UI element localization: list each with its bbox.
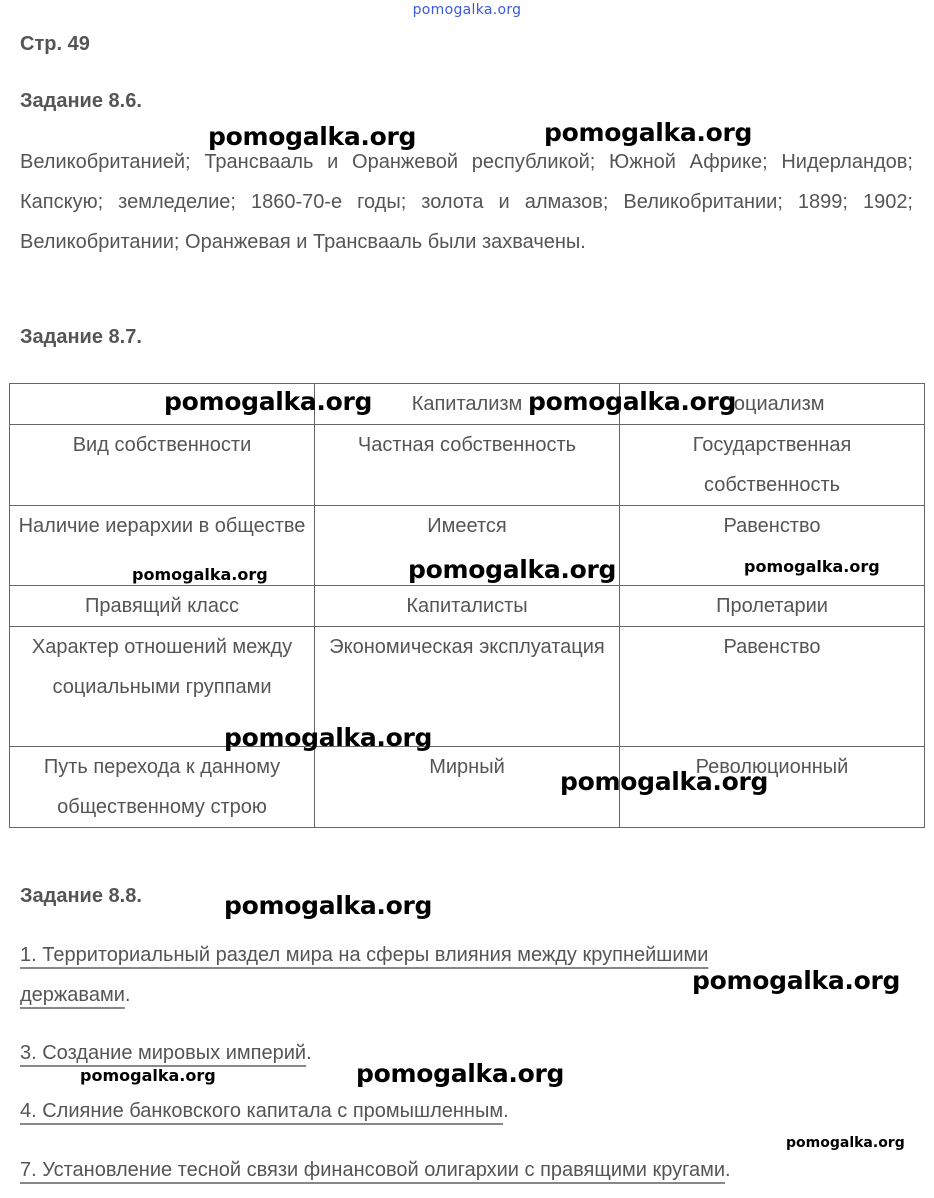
watermark: pomogalka.org	[132, 565, 268, 584]
table-cell: Капиталисты	[315, 586, 620, 627]
task-8-7-title: Задание 8.7.	[20, 326, 142, 348]
task-8-6-title: Задание 8.6.	[20, 90, 142, 112]
answer-item	[20, 1150, 900, 1190]
table-cell: Революционный	[620, 747, 925, 828]
site-watermark-top: pomogalka.org	[412, 2, 522, 18]
answer-text: 7. Установление тесной связи финансовой олигархии с правящими кругами	[20, 1159, 726, 1181]
answer-period: .	[124, 984, 131, 1006]
table-cell: Наличие иерархии в обществе	[10, 506, 315, 586]
table-cell: Характер отношений между социальными группами	[10, 627, 315, 747]
watermark: pomogalka.org	[744, 557, 880, 576]
task-8-6-text: Великобританией; Трансвааль и Оранжевой республикой; Южной Африке; Нидерландов; Капскую; земледелие; 1860-70-е годы; золота и алмазов; Великобритании; 1899; 1902; Великобритании; Оранжевая и Трансвааль были захвачены.	[20, 151, 913, 253]
table-cell: Государственная собственность	[620, 425, 925, 506]
table-row	[10, 747, 925, 828]
watermark: pomogalka.org	[208, 122, 417, 151]
table-row	[10, 627, 925, 747]
table-row	[10, 425, 925, 506]
comparison-table	[9, 383, 925, 828]
answer-period: .	[725, 1159, 731, 1181]
table-cell: Равенство	[620, 506, 925, 586]
answer-text: 4. Слияние банковского капитала с промышленным	[20, 1100, 504, 1122]
answer-text: 1. Территориальный раздел мира на сферы влияния между крупнейшими державами	[20, 944, 709, 1006]
watermark: pomogalka.org	[408, 555, 617, 584]
table-header-cell: Социализм	[620, 384, 925, 425]
answer-text: 3. Создание мировых империй	[20, 1042, 307, 1064]
table-cell: Правящий класс	[10, 586, 315, 627]
watermark: pomogalka.org	[224, 723, 433, 752]
watermark: pomogalka.org	[544, 118, 753, 147]
watermark: pomogalka.org	[528, 387, 737, 416]
watermark: pomogalka.org	[164, 387, 373, 416]
answer-period: .	[503, 1100, 509, 1122]
watermark: pomogalka.org	[560, 767, 769, 796]
table-row	[10, 586, 925, 627]
watermark: pomogalka.org	[224, 891, 433, 920]
table-cell: Мирный	[315, 747, 620, 828]
watermark: pomogalka.org	[356, 1059, 565, 1088]
task-8-8-title: Задание 8.8.	[20, 885, 142, 907]
answer-item	[20, 1091, 820, 1131]
watermark: pomogalka.org	[692, 966, 901, 995]
watermark: pomogalka.org	[80, 1066, 216, 1085]
table-cell: Равенство	[620, 627, 925, 747]
watermark: pomogalka.org	[786, 1135, 905, 1151]
table-cell: Частная собственность	[315, 425, 620, 506]
table-cell: Путь перехода к данному общественному строю	[10, 747, 315, 828]
answer-period: .	[306, 1042, 312, 1064]
table-cell: Пролетарии	[620, 586, 925, 627]
table-cell: Имеется	[315, 506, 620, 586]
table-cell: Вид собственности	[10, 425, 315, 506]
table-header-row	[10, 384, 925, 425]
page-reference: Стр. 49	[20, 33, 90, 55]
table-header-cell: Капитализм	[315, 384, 620, 425]
table-cell: Экономическая эксплуатация	[315, 627, 620, 747]
